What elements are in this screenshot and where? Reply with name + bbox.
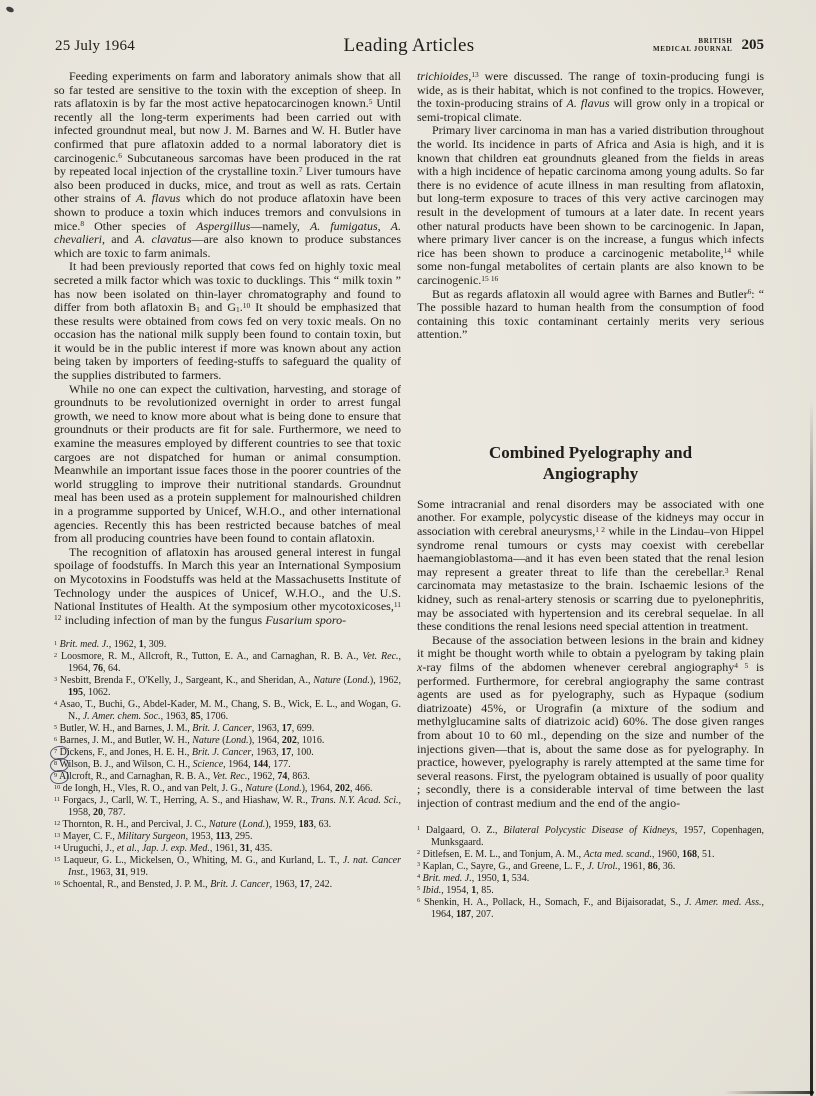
page-edge-shadow xyxy=(810,400,813,1096)
footnote: $^{13}$ Mayer, C. F., Military Surgeon, 1953, 113, 295. xyxy=(54,831,253,843)
footnote: $^6$ Barnes, J. M., and Butler, W. H., Nature (Lond.), 1964, 202, 1016. xyxy=(54,735,325,747)
footnote-text: $^8$ Wilson, B. J., and Wilson, C. H., Science, 1964, 144, 177. xyxy=(54,759,291,771)
footnote: $^{10}$ de Iongh, H., Vles, R. O., and van Pelt, J. G., Nature (Lond.), 1964, 202, 466. xyxy=(54,783,373,795)
article1-paragraph: Feeding experiments on farm and laboratory animals show that all so far tested are sensitive to the toxin with the exception of sheep. In rats aflatoxin is by far the most active hepatocarcinogen known.$^5$ Until recently all the long-term experiments had been carried out with infected groundnut meal, but now J. M. Barnes and W. H. Butler have confirmed that pure aflatoxin added to a normal laboratory diet is carcinogenic.$^6$ Subcutaneous sarcomas have been produced in the rat by repeated local injection of the crystalline toxin.$^7$ Liver tumours have also been produced in ducks, mice, and trout as well as rats. Certain other strains of A. flavus which do not produce aflatoxin have been shown to produce a toxin which induces tremors and convulsions in mice.$^8$ Other species of Aspergillus—namely, A. fumigatus, A. chevalieri, and A. clavatus—are also known to produce substances which are toxic to farm animals. xyxy=(54,69,402,260)
footnote: $^5$ Butler, W. H., and Barnes, J. M., Brit. J. Cancer, 1963, 17, 699. xyxy=(54,723,315,735)
footnote: $^{12}$ Thornton, R. H., and Percival, J. C., Nature (Lond.), 1959, 183, 63. xyxy=(54,819,332,831)
issue-date: 25 July 1964 xyxy=(55,38,135,54)
footnote: $^4$ Brit. med. J., 1950, 1, 534. xyxy=(417,872,530,884)
article2-paragraph: Because of the association between lesions in the brain and kidney it might be thought worth while to obtain a pyelogram by taking plain x-ray films of the abdomen whenever cerebral angiography$^{4 5}$ is performed. Furthermore, for cerebral angiography the same contrast agents are used as for pyelography, such as Hypaque (sodium diatrizoate) 45%, or Urografin (a mixture of the sodium and methylglucamine salts of diatrizoic acid) 60%. The dose given ranges from about 10 to 60 ml., depending on the size and number of the injections given—that is, about the same dose as for pyelography. In practice, however, pyelography is rarely attempted at the same time for several reasons. First, the pyelogram obtained is usually of poor quality ; secondly, there is a considerable interval of time between the last injection of contrast medium and the end of the angio- xyxy=(417,632,764,810)
right-column xyxy=(417,70,764,921)
article1-paragraph: trichioides,$^{13}$ were discussed. The range of toxin-producing fungi is wide, as is their habitat, which is not confined to the tropics. However, the toxin-producing strains of A. flavus will grow only in a tropical or semi-tropical climate. xyxy=(417,69,764,124)
journal-name-block xyxy=(653,37,764,53)
article1-paragraph: It had been previously reported that cows fed on highly toxic meal secreted a milk factor which was toxic to ducklings. This “ milk toxin ” has now been isolated on thin-layer chromatography and found to differ from both aflatoxin $B_1$ and $G_1.^{10}$ It should be emphasized that these results were obtained from cows fed on very toxic meals. On no occasion has the national milk supply been found to contain toxin, but it would be in the public interest if more was known about any action being taken by importers of feeding-stuffs to safeguard the quality of the supplies distributed to farmers. xyxy=(54,259,401,383)
section-title: Leading Articles xyxy=(343,35,475,56)
footnote xyxy=(54,747,401,759)
footnotes-right xyxy=(417,825,764,921)
page-number: 205 xyxy=(741,37,764,53)
journal-name-top: BRITISH xyxy=(698,37,733,45)
footnote: $^{14}$ Uruguchi, J., et al., Jap. J. exp. Med., 1961, 31, 435. xyxy=(54,843,273,855)
footnote: $^3$ Nesbitt, Brenda F., O'Kelly, J., Sargeant, K., and Sheridan, A., Nature (Lond.), 1962, 195, 1062. xyxy=(54,675,401,699)
footnotes-left xyxy=(54,639,401,891)
journal-name-bottom: MEDICAL JOURNAL xyxy=(652,45,733,53)
footnote: $^{15}$ Laqueur, G. L., Mickelsen, O., Whiting, M. G., and Kurland, L. T., J. nat. Cancer Inst., 1963, 31, 919. xyxy=(54,855,401,879)
footnote: $^1$ Brit. med. J., 1962, 1, 309. xyxy=(54,639,167,651)
scan-artifact-mark xyxy=(5,6,14,14)
footnote: $^2$ Ditlefsen, E. M. L., and Tonjum, A. M., Acta med. scand., 1960, 168, 51. xyxy=(417,848,715,860)
article2-title: Combined Pyelography and Angiography xyxy=(488,442,693,483)
article1-paragraph: While no one can expect the cultivation, harvesting, and storage of groundnuts to be revolutionized overnight in order to arrest fungal growth, we need to know more about what is being done to ensure that groundnuts or their products are fit for sale. Furthermore, we need to examine the measures employed by different countries to see that toxic cargoes are not dispatched for human or animal consumption. Meanwhile an important issue faces those in the poorer countries of the world struggling to improve their nutritional standards. Groundnut meal has been used as a protein supplement for malnourished children in a programme supported by Unicef, W.H.O., and other international agencies. Recently this has been restricted because batches of meal from all producing countries have been found to contain aflatoxin. xyxy=(54,381,401,546)
text-columns xyxy=(54,70,764,921)
footnote: $^5$ Ibid., 1954, 1, 85. xyxy=(417,884,494,896)
article2-paragraph: Some intracranial and renal disorders may be associated with one another. For example, polycystic disease of the kidneys may occur in association with cerebral aneurysms,$^{1 2}$ while in the Lindau–von Hippel syndrome renal tumours or cysts may coexist with cerebellar haemangioblastoma—and it has even been stated that the renal lesion may represent a greater threat to life than the cerebellar.$^3$ Renal carcinomata may metastasize to the brain. Ischaemic lesions of the kidney, such as renal-artery stenosis or scarring due to pyelonephritis, may be associated with hypertension and its cerebral sequelae. In all these conditions the renal lesions need special attention in treatment. xyxy=(417,496,764,634)
footnote: $^2$ Loosmore, R. M., Allcroft, R., Tutton, E. A., and Carnaghan, R. B. A., Vet. Rec., 1964, 76, 64. xyxy=(54,651,402,675)
footnote: $^4$ Asao, T., Buchi, G., Abdel-Kader, M. M., Chang, S. B., Wick, E. L., and Wogan, G. N., J. Amer. chem. Soc., 1963, 85, 1706. xyxy=(54,699,401,723)
page-header xyxy=(54,36,764,62)
footnote xyxy=(54,771,401,783)
footnote: $^3$ Kaplan, C., Sayre, G., and Greene, L. F., J. Urol., 1961, 86, 36. xyxy=(417,860,676,872)
footnote-text: $^7$ Dickens, F., and Jones, H. E. H., Brit. J. Cancer, 1963, 17, 100. xyxy=(54,747,314,759)
footnote: $^{16}$ Schoental, R., and Bensted, J. P. M., Brit. J. Cancer, 1963, 17, 242. xyxy=(54,879,333,891)
footnote: $^6$ Shenkin, H. A., Pollack, H., Somach, F., and Bijaisoradat, S., J. Amer. med. Ass., 1964, 187, 207. xyxy=(417,896,764,920)
page-bottom-shadow xyxy=(724,1091,814,1094)
footnote-text: $^9$ Allcroft, R., and Carnaghan, R. B. A., Vet. Rec., 1962, 74, 863. xyxy=(54,771,310,783)
article1-paragraph: But as regards aflatoxin all would agree with Barnes and Butler$^6$: “ The possible hazard to human health from the consumption of food containing this toxic contaminant certainly merits very serious attention.” xyxy=(417,286,764,342)
article1-paragraph: Primary liver carcinoma in man has a varied distribution throughout the world. Its incidence in parts of Africa and Asia is high, and it is known that children eat groundnuts gleaned from the fields in areas with a high incidence of hepatic carcinoma among young adults. So far there is no evidence of acute illness in man resulting from aflatoxin, but long-term exposure to traces of this very active carcinogen may result in the development of tumours at a later date. In recent years other natural products have been shown to be carcinogenic. In Japan, where primary liver cancer is on the increase, a fungus which infects rice has been shown to produce a carcinogenic metabolite,$^{14}$ while some non-fungal metabolites of certain plants are also known to be carcinogenic.$^{15 16}$ xyxy=(417,123,765,287)
footnote: $^1$ Dalgaard, O. Z., Bilateral Polycystic Disease of Kidneys, 1957, Copenhagen, Munksgaard. xyxy=(417,824,764,848)
footnote: $^{11}$ Forgacs, J., Carll, W. T., Herring, A. S., and Hiashaw, W. R., Trans. N.Y. Acad. Sci., 1958, 20, 787. xyxy=(54,795,401,819)
left-column xyxy=(54,70,401,921)
article1-paragraph: The recognition of aflatoxin has aroused general interest in fungal spoilage of foodstuffs. In March this year an International Symposium on Mycotoxins in Foodstuffs was held at the Massachusetts Institute of Technology under the auspices of Unicef, W.H.O., and the U.S. National Institutes of Health. At the symposium other mycotoxicoses,$^{11 12}$ including infection of man by the fungus Fusarium sporo- xyxy=(54,544,401,627)
footnote xyxy=(54,759,401,771)
journal-name xyxy=(653,37,733,53)
